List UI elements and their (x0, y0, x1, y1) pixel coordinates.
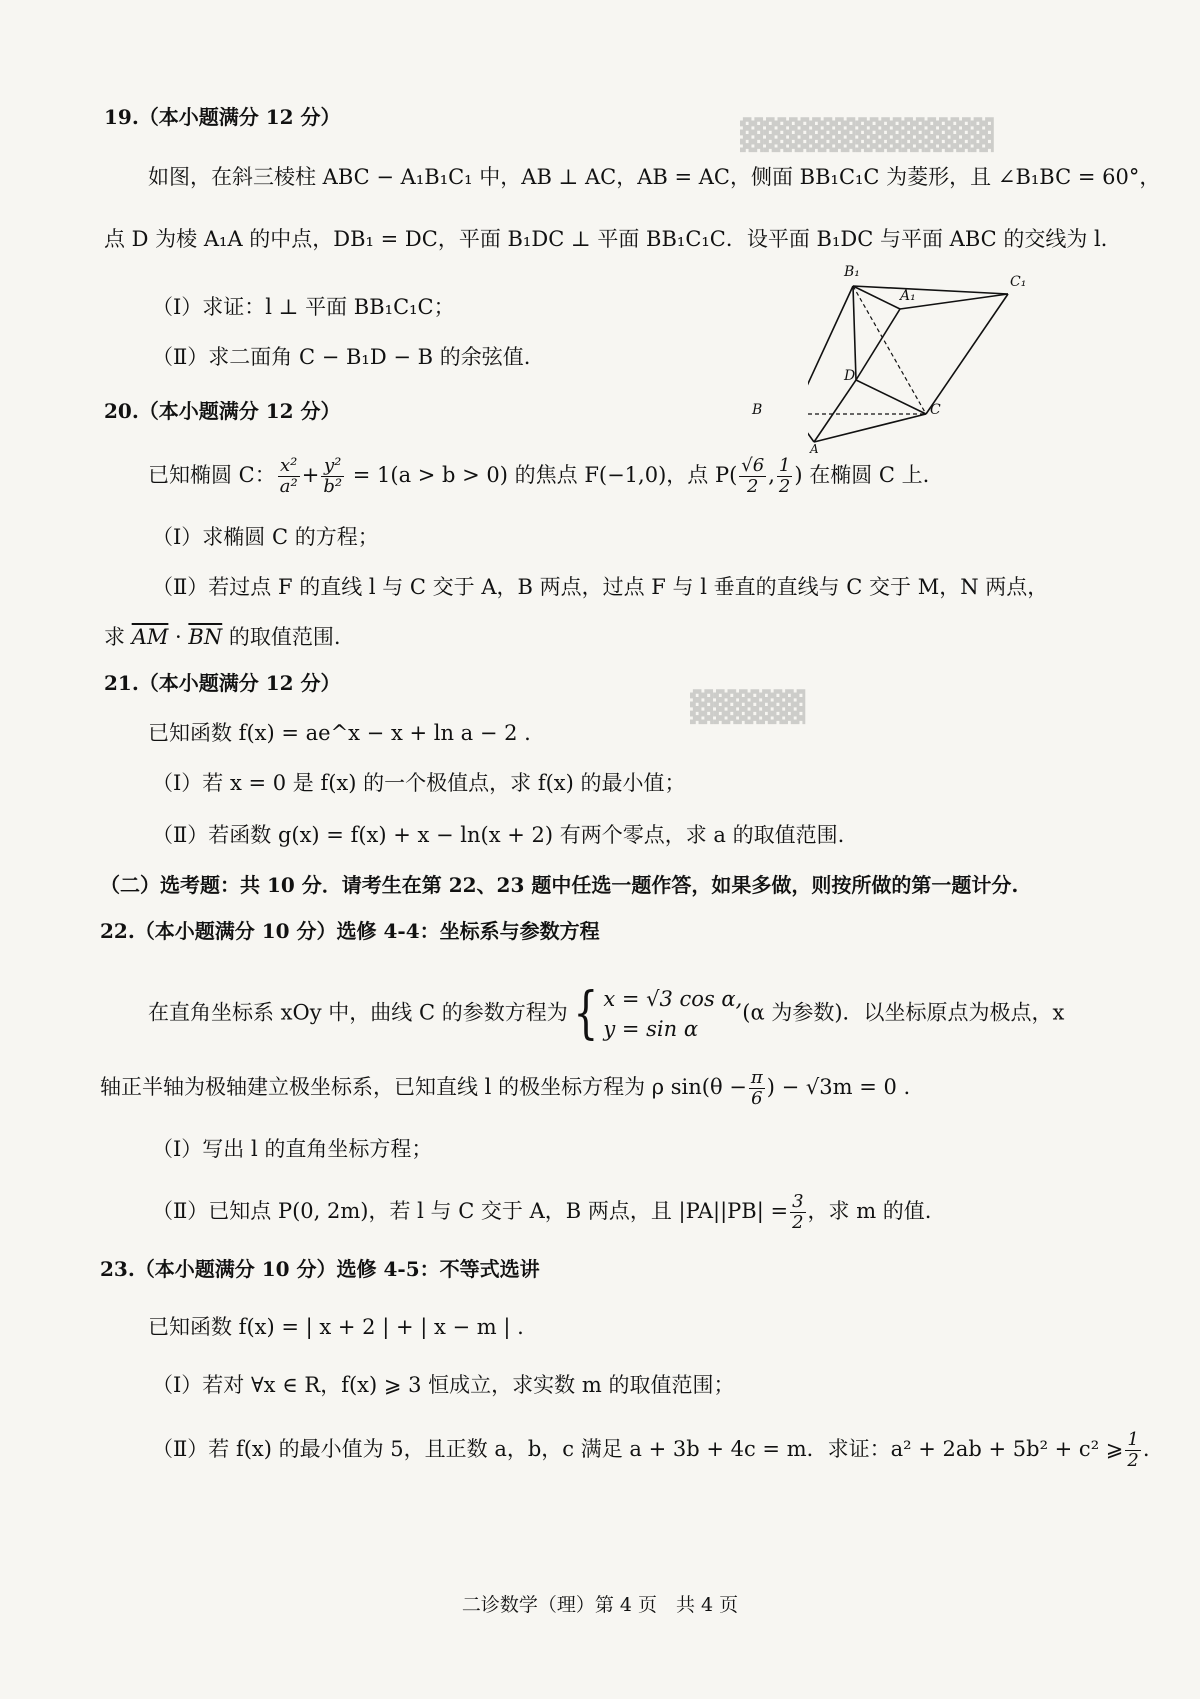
q22-part2 (152, 1192, 931, 1233)
q20-part1: （Ⅰ）求椭圆 C 的方程； (152, 525, 379, 549)
q19-part2: （Ⅱ）求二面角 C − B₁D − B 的余弦值. (152, 345, 531, 369)
frac-pi: π (750, 1067, 763, 1088)
q22-heading: 22.（本小题满分 10 分）选修 4-4：坐标系与参数方程 (100, 919, 600, 943)
frac-1-2-q23 (1125, 1430, 1140, 1471)
vector-bn: $\overline{BN}$ (188, 625, 223, 649)
q23-part1: （Ⅰ）若对 ∀x ∈ R，f(x) ⩾ 3 恒成立，求实数 m 的取值范围； (152, 1373, 735, 1397)
q19-heading: 19.（本小题满分 12 分） (104, 105, 341, 129)
q20-part2-cont-pre: 求 (104, 625, 132, 649)
q22-line2-post: ) − √3m = 0 . (766, 1075, 911, 1099)
brace-icon: { (573, 981, 598, 1046)
q20-intro-pre: 已知椭圆 C： (148, 463, 276, 487)
frac-2-q23: 2 (1127, 1450, 1139, 1471)
q21-heading: 21.（本小题满分 12 分） (104, 671, 341, 695)
q22-intro (148, 981, 1065, 1046)
frac-y2: y² (321, 456, 344, 477)
label-c: C (930, 402, 941, 418)
frac-3-2 (790, 1192, 805, 1233)
q22-part1: （Ⅰ）写出 l 的直角坐标方程； (152, 1137, 433, 1161)
q23-part2 (152, 1430, 1150, 1471)
parametric-system (568, 981, 743, 1046)
label-b: B (752, 402, 763, 418)
q23-heading: 23.（本小题满分 10 分）选修 4-5：不等式选讲 (100, 1257, 540, 1281)
q20-intro: 已知椭圆 C： $\frac{\text{x²}}{\text{a²}}$ + $\frac{\text{y²}}{\text{b²}}$ = 1(a > b > 0) 的焦点 F(−1,0)，点 P( $\frac{√6}{2}$ , $\frac{1}{2}$ ) 在椭圆 C 上. (148, 455, 930, 497)
q20-part2-cont: 求 $\overline{AM} \cdot \overline{BN}$ 的取值范围. (104, 625, 341, 649)
frac-2b: 2 (778, 476, 791, 497)
q21-intro: 已知函数 f(x) = ae^x − x + ln a − 2 . (148, 721, 531, 745)
q21-part2: （Ⅱ）若函数 g(x) = f(x) + x − ln(x + 2) 有两个零点，求 a 的取值范围. (152, 823, 845, 847)
system-line-y: y = sin α (603, 1017, 699, 1041)
q20-part2: （Ⅱ）若过点 F 的直线 l 与 C 交于 A，B 两点，过点 F 与 l 垂直的直线与 C 交于 M，N 两点， (152, 575, 1049, 599)
edge-a1c1 (900, 294, 1008, 309)
label-d: D (844, 368, 856, 384)
frac-a2: a² (279, 476, 298, 497)
prism-figure (752, 264, 1120, 462)
q22-part2-pre: （Ⅱ）已知点 P(0, 2m)，若 l 与 C 交于 A，B 两点，且 |PA||PB| = (152, 1199, 789, 1223)
edge-b1c-hidden (853, 286, 926, 414)
bleed-through-section: ▓▓▓▓▓ (690, 690, 806, 725)
q19-intro-line2: 点 D 为棱 A₁A 的中点，DB₁ = DC，平面 B₁DC ⊥ 平面 BB₁C₁C．设平面 B₁DC 与平面 ABC 的交线为 l． (104, 227, 1122, 251)
system-line-x: x = √3 cos α, (603, 987, 743, 1011)
frac-1-2 (777, 456, 792, 497)
label-a: A (810, 442, 819, 456)
q22-line2-pre: 轴正半轴为极轴建立极坐标系，已知直线 l 的极坐标方程为 ρ sin(θ − (100, 1075, 747, 1099)
q23-part2-post: . (1142, 1437, 1150, 1461)
q21-part1: （Ⅰ）若 x = 0 是 f(x) 的一个极值点，求 f(x) 的最小值； (152, 771, 686, 795)
q22-intro-line2 (100, 1068, 910, 1109)
frac-b2: b² (323, 476, 343, 497)
edge-b1a1 (853, 286, 900, 309)
q23-part2-pre: （Ⅱ）若 f(x) 的最小值为 5，且正数 a，b，c 满足 a + 3b + 4c = m．求证：a² + 2ab + 5b² + c² ⩾ (152, 1437, 1124, 1461)
frac-1: 1 (778, 455, 791, 476)
q20-heading: 20.（本小题满分 12 分） (104, 399, 341, 423)
frac-6: 6 (751, 1088, 763, 1109)
q20-part2-cont-post: 的取值范围. (222, 625, 341, 649)
frac-1-q23: 1 (1127, 1429, 1139, 1450)
frac-3: 3 (792, 1191, 804, 1212)
frac-sqrt6-2 (739, 456, 766, 497)
frac-x2-a2 (278, 456, 300, 497)
q20-intro-mid: = 1(a > b > 0) 的焦点 F(−1,0)，点 P( (346, 463, 738, 487)
frac-pi-6 (749, 1068, 765, 1109)
edge-a1d (856, 309, 900, 380)
label-b1: B₁ (844, 264, 860, 280)
page-footer: 二诊数学（理）第 4 页 共 4 页 (461, 1594, 739, 1616)
frac-x2: x² (278, 456, 300, 477)
q22-intro-pre: 在直角坐标系 xOy 中，曲线 C 的参数方程为 (148, 1000, 568, 1025)
frac-2c: 2 (792, 1212, 804, 1233)
q23-intro: 已知函数 f(x) = | x + 2 | + | x − m | . (148, 1315, 524, 1339)
frac-2a: 2 (747, 476, 759, 497)
q22-intro-post: (α 为参数)．以坐标原点为极点，x (742, 1000, 1065, 1025)
frac-y2-b2 (321, 456, 344, 497)
edge-ba (808, 414, 814, 442)
edge-dc (856, 380, 926, 414)
q20-intro-post: ) 在椭圆 C 上. (794, 463, 930, 487)
edge-b1d (853, 286, 856, 380)
vector-am: $\overline{AM}$ (131, 625, 169, 649)
q22-part2-post: ，求 m 的值. (807, 1199, 932, 1223)
q19-part1: （Ⅰ）求证：l ⊥ 平面 BB₁C₁C； (152, 295, 455, 319)
label-a1: A₁ (900, 288, 916, 304)
edge-c1c (926, 294, 1008, 414)
elective-section-heading: （二）选考题：共 10 分．请考生在第 22、23 题中任选一题作答，如果多做，则按所做的第一题计分. (100, 873, 1019, 897)
edge-b1c1 (853, 286, 1008, 294)
frac-sqrt6: √6 (741, 455, 765, 476)
system-lines (603, 984, 742, 1044)
label-c1: C₁ (1010, 274, 1027, 290)
bleed-through-title: ▓▓▓▓▓▓▓▓▓▓▓ (740, 118, 994, 153)
q19-intro-line1: 如图，在斜三棱柱 ABC − A₁B₁C₁ 中，AB ⊥ AC，AB = AC，侧面 BB₁C₁C 为菱形，且 ∠B₁BC = 60°， (148, 165, 1161, 189)
